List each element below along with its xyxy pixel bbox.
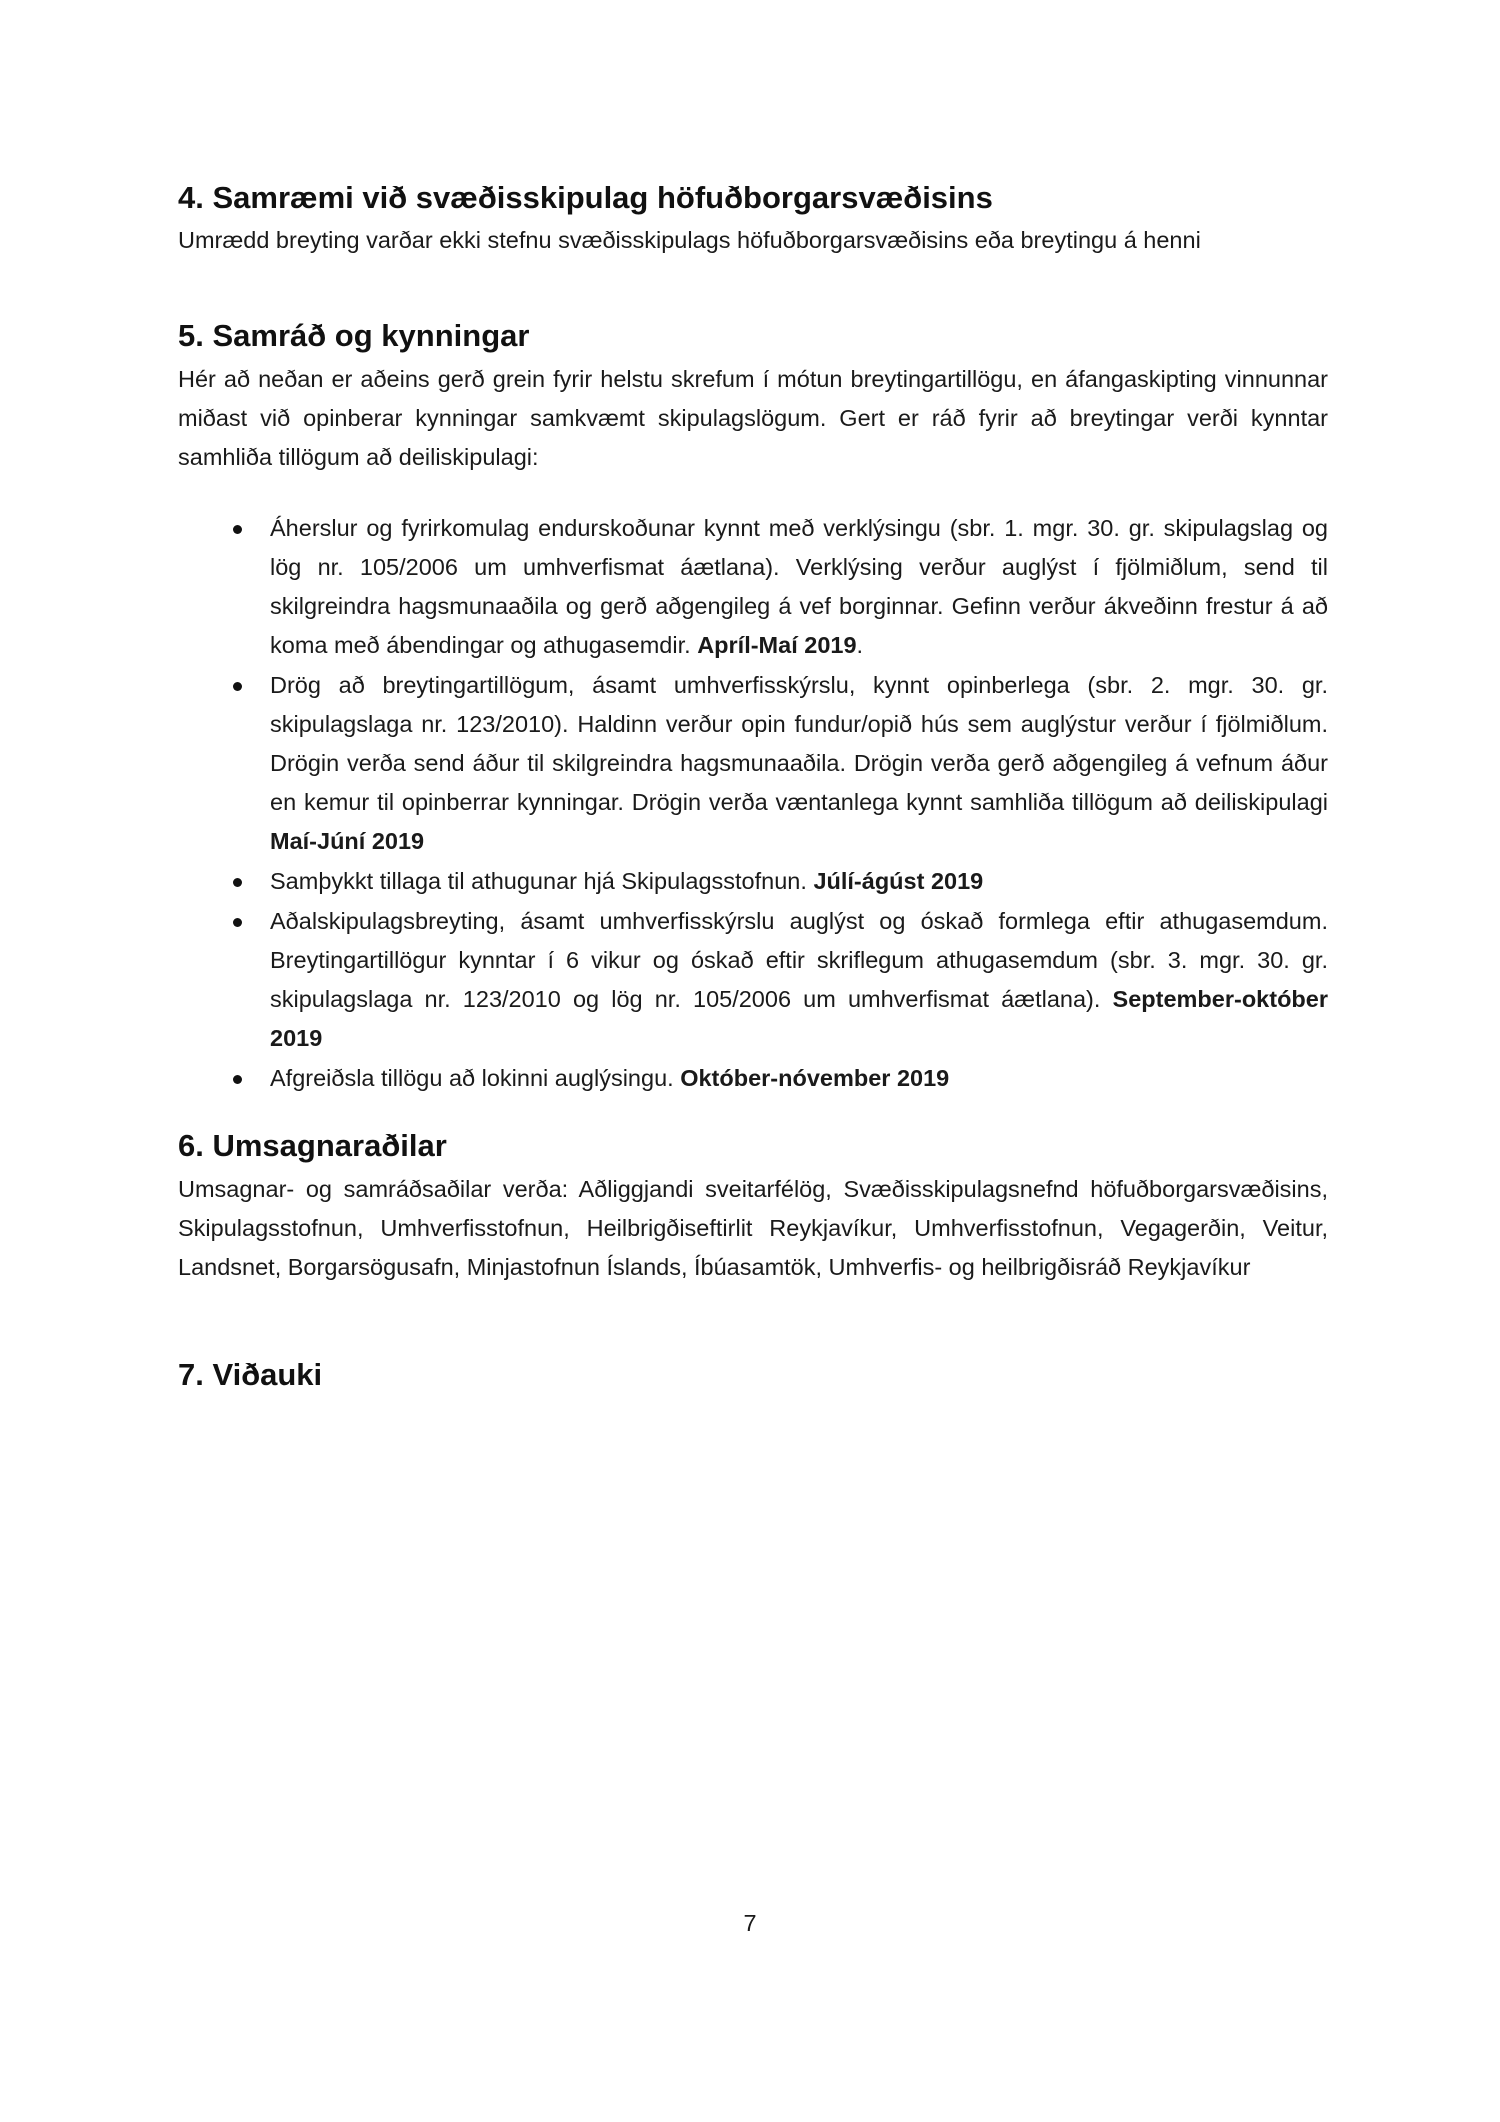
list-item-date: Apríl-Maí 2019: [697, 632, 857, 658]
section-5-heading: 5. Samráð og kynningar: [178, 318, 530, 353]
bullet-icon: [233, 525, 242, 534]
bullet-icon: [233, 878, 242, 887]
section-4: [178, 178, 1328, 260]
list-item-suffix: .: [856, 632, 864, 658]
section-6-heading: 6. Umsagnaraðilar: [178, 1128, 447, 1163]
list-item-text: Samþykkt tillaga til athugunar hjá Skipulagsstofnun.: [270, 868, 814, 894]
list-item: [178, 1059, 1328, 1098]
section-6-paragraph: Umsagnar- og samráðsaðilar verða: Aðliggjandi sveitarfélög, Svæðisskipulagsnefnd höfuðborgarsvæðisins, Skipulagsstofnun, Umhverfisstofnun, Heilbrigðiseftirlit Reykjavíkur, Umhverfisstofnun, Vegagerðin, Veitur, Landsnet, Borgarsögusafn, Minjastofnun Íslands, Íbúasamtök, Umhverfis- og heilbrigðisráð Reykjavíkur: [178, 1176, 1328, 1280]
list-item-text: Drög að breytingartillögum, ásamt umhverfisskýrslu, kynnt opinberlega (sbr. 2. mgr. 30. gr. skipulagslaga nr. 123/2010). Haldinn verður opin fundur/opið hús sem auglýstur verður í fjölmiðlum. Drögin verða send áður til skilgreindra hagsmunaaðila. Drögin verða gerð aðgengileg á vefnum áður en kemur til opinberrar kynningar. Drögin verða væntanlega kynnt samhliða tillögum að deiliskipulagi: [270, 672, 1328, 815]
section-6: [178, 1126, 1328, 1287]
page-content: [178, 178, 1328, 1395]
section-4-heading: 4. Samræmi við svæðisskipulag höfuðborgarsvæðisins: [178, 180, 993, 215]
list-item-text: Aðalskipulagsbreyting, ásamt umhverfisskýrslu auglýst og óskað formlega eftir athugasemdum. Breytingartillögur kynntar í 6 vikur og óskað eftir skriflegum athugasemdum (sbr. 3. mgr. 30. gr. skipulagslaga nr. 123/2010 og lög nr. 105/2006 um umhverfismat áætlana).: [270, 908, 1328, 1012]
list-item-date: Maí-Júní 2019: [270, 828, 425, 854]
list-item: [178, 666, 1328, 861]
list-item-text: Afgreiðsla tillögu að lokinni auglýsingu.: [270, 1065, 681, 1091]
list-item: [178, 902, 1328, 1058]
list-item-date: Október-nóvember 2019: [680, 1065, 950, 1091]
list-item: [178, 509, 1328, 665]
list-item: [178, 862, 1328, 901]
schedule-list: [178, 509, 1328, 1098]
list-item-text: Áherslur og fyrirkomulag endurskoðunar kynnt með verklýsingu (sbr. 1. mgr. 30. gr. skipulagslag og lög nr. 105/2006 um umhverfismat áætlana). Verklýsing verður auglýst í fjölmiðlum, send til skilgreindra hagsmunaaðila og gerð aðgengileg á vef borginnar. Gefinn verður ákveðinn frestur á að koma með ábendingar og athugasemdir.: [270, 515, 1328, 658]
section-7: [178, 1355, 1328, 1395]
page-number: 7: [743, 1910, 757, 1936]
list-item-date: Júlí-ágúst 2019: [813, 868, 984, 894]
section-7-heading: 7. Viðauki: [178, 1357, 323, 1392]
section-5-paragraph: Hér að neðan er aðeins gerð grein fyrir helstu skrefum í mótun breytingartillögu, en áfangaskipting vinnunnar miðast við opinberar kynningar samkvæmt skipulagslögum. Gert er ráð fyrir að breytingar verði kynntar samhliða tillögum að deiliskipulagi:: [178, 366, 1328, 470]
bullet-icon: [233, 1075, 242, 1084]
bullet-icon: [233, 682, 242, 691]
section-5: [178, 316, 1328, 1098]
section-4-paragraph: Umrædd breyting varðar ekki stefnu svæðisskipulags höfuðborgarsvæðisins eða breytingu á henni: [178, 227, 1201, 253]
list-item-date: September-október 2019: [270, 986, 1328, 1051]
bullet-icon: [233, 918, 242, 927]
